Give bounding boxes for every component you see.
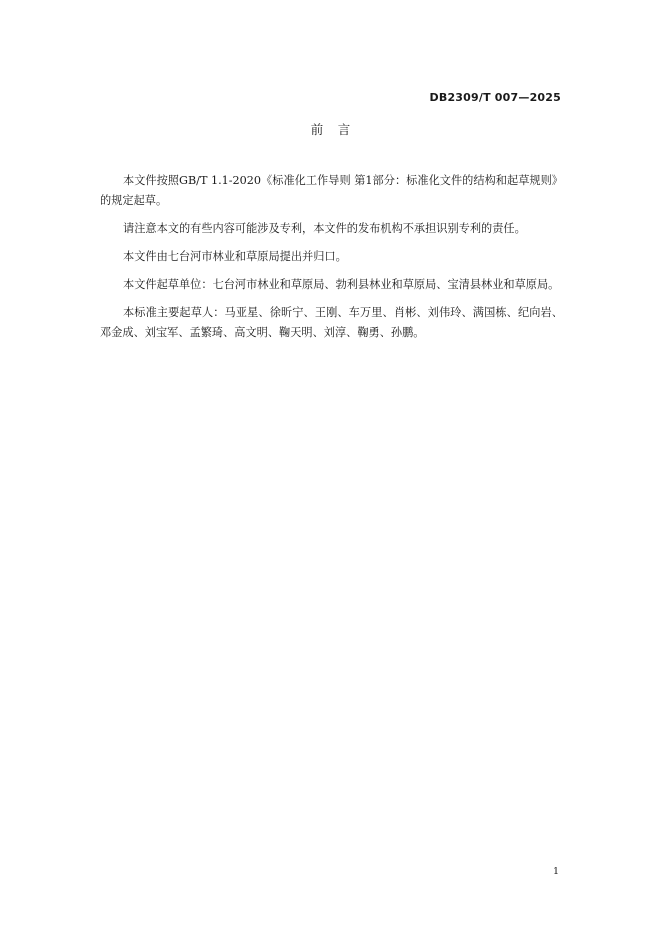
paragraph-drafters: 本标准主要起草人：马亚星、徐昕宁、王刚、车万里、肖彬、刘伟玲、满国栋、纪向岩、邓金成、刘宝军、孟繁琦、高文明、鞠天明、刘淳、鞠勇、孙鹏。 [100, 306, 563, 339]
paragraph-drafting-rules: 本文件按照GB/T 1.1-2020《标准化工作导则 第1部分：标准化文件的结构和起草规则》的规定起草。 [100, 174, 563, 207]
paragraph-patent-notice: 请注意本文的有些内容可能涉及专利，本文件的发布机构不承担识别专利的责任。 [123, 222, 526, 235]
paragraph-drafting-units: 本文件起草单位：七台河市林业和草原局、勃利县林业和草原局、宝清县林业和草原局。 [123, 278, 560, 291]
foreword-body [100, 171, 563, 351]
page-number: 1 [553, 866, 560, 877]
section-heading-foreword: 前 言 [310, 122, 352, 137]
paragraph-proposer: 本文件由七台河市林业和草原局提出并归口。 [123, 250, 347, 263]
document-code: DB2309/T 007—2025 [429, 91, 561, 104]
